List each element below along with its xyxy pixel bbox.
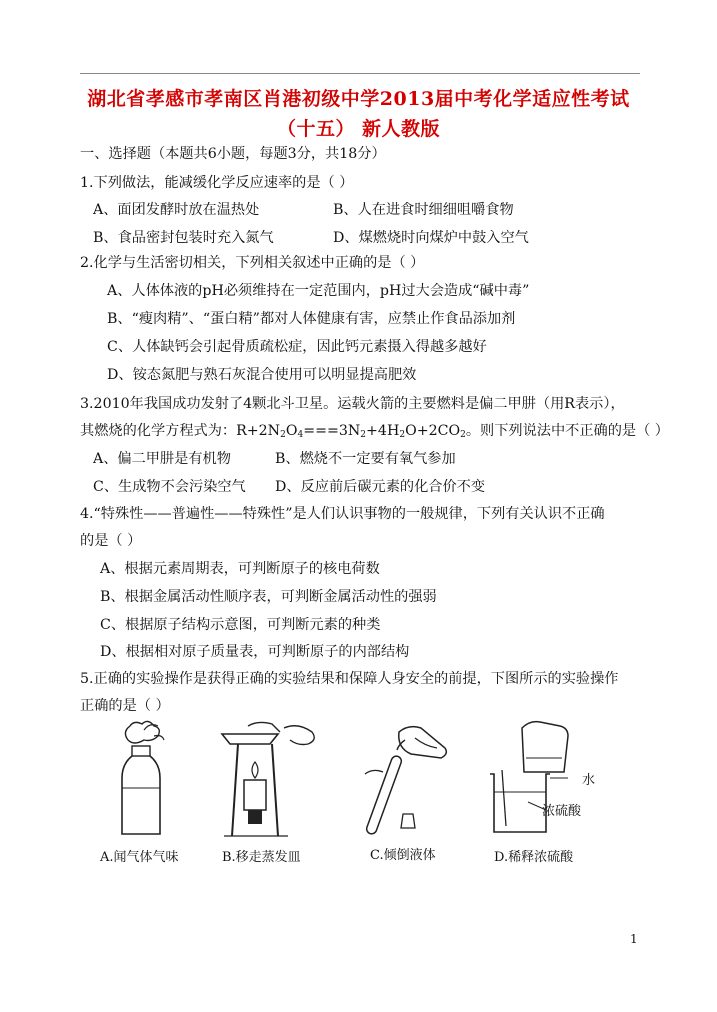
q2-option-a: A、人体体液的pH必须维持在一定范围内，pH过大会造成“碱中毒” bbox=[107, 283, 530, 299]
q3-option-d: D、反应前后碳元素的化合价不变 bbox=[275, 479, 486, 495]
q4-option-c: C、根据原子结构示意图，可判断元素的种类 bbox=[100, 617, 381, 633]
caption-b: B.移走蒸发皿 bbox=[222, 850, 301, 865]
caption-d: D.稀释浓硫酸 bbox=[494, 850, 574, 865]
q3-equation-prefix: 其燃烧的化学方程式为：R+2N bbox=[80, 423, 281, 439]
q4-option-a: A、根据元素周期表，可判断原子的核电荷数 bbox=[100, 561, 380, 577]
q2-stem: 2.化学与生活密切相关，下列相关叙述中正确的是（ ） bbox=[80, 255, 425, 271]
page-number: 1 bbox=[630, 932, 638, 946]
caption-a: A.闻气体气味 bbox=[100, 850, 179, 865]
q3-stem-suffix: 。则下列说法中不正确的是（ ） bbox=[465, 423, 669, 439]
figure-c-pour-liquid bbox=[355, 718, 455, 843]
page-title: 湖北省孝感市孝南区肖港初级中学2013届中考化学适应性考试 bbox=[87, 88, 630, 110]
q1-option-d: D、煤燃烧时向煤炉中鼓入空气 bbox=[333, 230, 529, 246]
q1-stem: 1.下列做法，能减缓化学反应速率的是（ ） bbox=[80, 175, 354, 191]
figure-a-smell-gas bbox=[110, 718, 180, 838]
q1-option-c: B、食品密封包装时充入氮气 bbox=[93, 230, 274, 246]
label-water: 水 bbox=[582, 773, 596, 788]
header-rule bbox=[80, 73, 640, 74]
caption-c: C.倾倒液体 bbox=[370, 848, 436, 863]
q4-stem-line2: 的是（ ） bbox=[80, 533, 142, 549]
q3-eq-text: +4H bbox=[366, 423, 400, 439]
page-subtitle: （十五） 新人教版 bbox=[276, 118, 441, 140]
q3-stem-line1: 3.2010年我国成功发射了4颗北斗卫星。运载火箭的主要燃料是偏二甲肼（用R表示）， bbox=[80, 396, 625, 412]
q2-option-c: C、人体缺钙会引起骨质疏松症，因此钙元素摄入得越多越好 bbox=[107, 339, 487, 355]
q3-option-c: C、生成物不会污染空气 bbox=[93, 479, 246, 495]
q3-eq-text: ===3N bbox=[303, 423, 361, 439]
q3-eq-text: O+2CO bbox=[405, 423, 461, 439]
q4-option-b: B、根据金属活动性顺序表，可判断金属活动性的强弱 bbox=[100, 589, 437, 605]
q5-stem-line1: 5.正确的实验操作是获得正确的实验结果和保障人身安全的前提，下图所示的实验操作 bbox=[80, 671, 619, 687]
figure-d-dilute-acid bbox=[488, 718, 618, 838]
q4-stem-line1: 4.“特殊性——普遍性——特殊性”是人们认识事物的一般规律，下列有关认识不正确 bbox=[80, 506, 605, 522]
q1-option-a: A、面团发酵时放在温热处 bbox=[93, 202, 260, 218]
q3-eq-subscript: 2 bbox=[460, 430, 466, 440]
q5-stem-line2: 正确的是（ ） bbox=[80, 698, 170, 714]
figure-b-evaporating-dish bbox=[218, 718, 328, 843]
q3-eq-subscript: 2 bbox=[399, 430, 406, 440]
q3-option-b: B、燃烧不一定要有氧气参加 bbox=[275, 451, 456, 467]
q1-option-b: B、人在进食时细细咀嚼食物 bbox=[333, 202, 514, 218]
q3-eq-subscript: 4 bbox=[297, 430, 304, 440]
q3-eq-subscript: 2 bbox=[360, 430, 367, 440]
q2-option-d: D、铵态氮肥与熟石灰混合使用可以明显提高肥效 bbox=[107, 367, 417, 383]
q3-option-a: A、偏二甲肼是有机物 bbox=[93, 451, 231, 467]
section-heading: 一、选择题（本题共6小题，每题3分，共18分） bbox=[80, 146, 386, 162]
q2-option-b: B、“瘦肉精”、“蛋白精”都对人体健康有害，应禁止作食品添加剂 bbox=[107, 311, 516, 327]
q4-option-d: D、根据相对原子质量表，可判断原子的内部结构 bbox=[100, 644, 410, 660]
label-concentrated-acid: 浓硫酸 bbox=[542, 804, 582, 819]
q3-eq-text: O bbox=[285, 423, 298, 439]
q3-eq-subscript: 2 bbox=[280, 430, 286, 440]
q3-stem-line2 bbox=[80, 422, 669, 444]
